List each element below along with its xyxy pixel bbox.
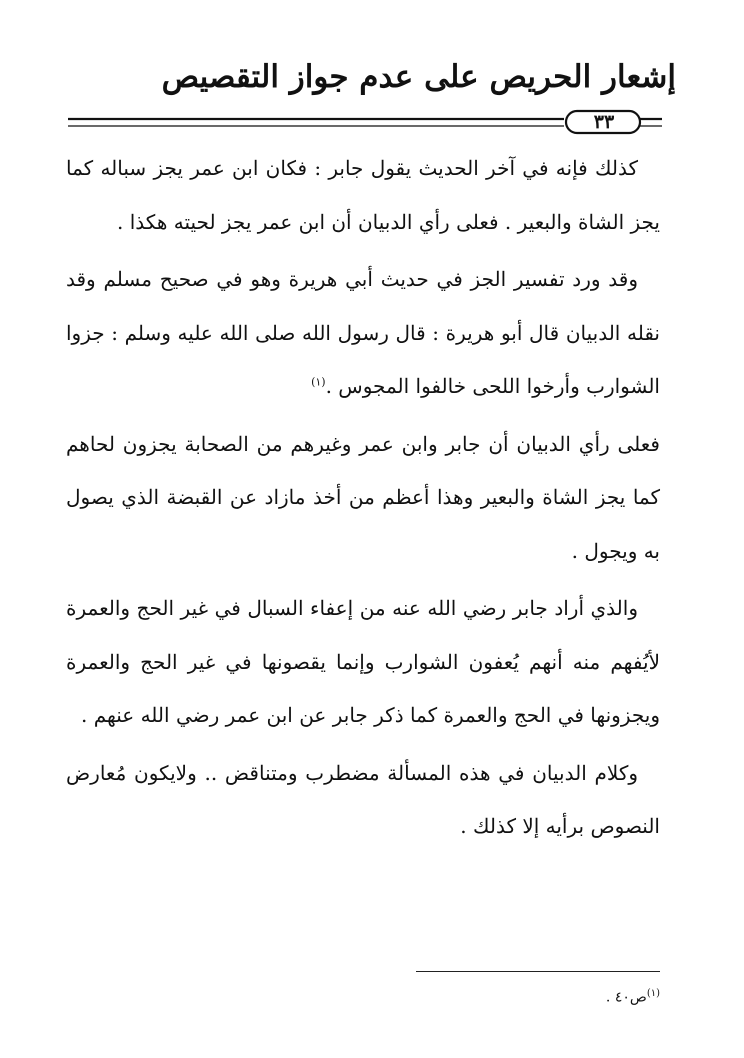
paragraph-1: كذلك فإنه في آخر الحديث يقول جابر : فكان ابن عمر يجز سباله كما يجز الشاة والبعير . فعلى رأي الدبيان أن ابن عمر يجز لحيته هكذا . [66, 156, 660, 234]
page-number: ٣٣ [593, 111, 615, 133]
paragraph-4: والذي أراد جابر رضي الله عنه من إعفاء السبال في غير الحج والعمرة لأيُفهم منه أنهم يُعفون الشوارب وإنما يقصونها في غير الحج والعمرة ويجزونها في الحج والعمرة كما ذكر جابر عن ابن عمر رضي الله عنهم . [66, 596, 660, 727]
paragraph-3: فعلى رأي الدبيان أن جابر وابن عمر وغيرهم من الصحابة يجزون لحاهم كما يجز الشاة والبعير وهذا أعظم من أخذ مازاد عن القبضة الذي يصول به ويجول . [66, 431, 660, 563]
paragraph-2 [66, 253, 660, 414]
body-text [66, 142, 660, 858]
footnote-number: (١) [646, 988, 660, 999]
footnote-separator [416, 971, 660, 972]
footnote-text: ص٤٠ . [605, 989, 647, 1006]
paragraph-5: وكلام الدبيان في هذه المسألة مضطرب ومتناقض .. ولايكون مُعارض النصوص برأيه إلا كذلك . [66, 760, 660, 838]
footnote-reference: (١) [311, 375, 326, 389]
footnote [420, 983, 660, 1009]
paragraph-2-text: وقد ورد تفسير الجز في حديث أبي هريرة وهو في صحيح مسلم وقد نقله الدبيان قال أبو هريرة : قال رسول الله صلى الله عليه وسلم : جزوا الشوارب وأرخوا اللحى خالفوا المجوس . [66, 267, 660, 398]
page-header-title: إشعار الحريص على عدم جواز التقصيص [161, 59, 676, 95]
